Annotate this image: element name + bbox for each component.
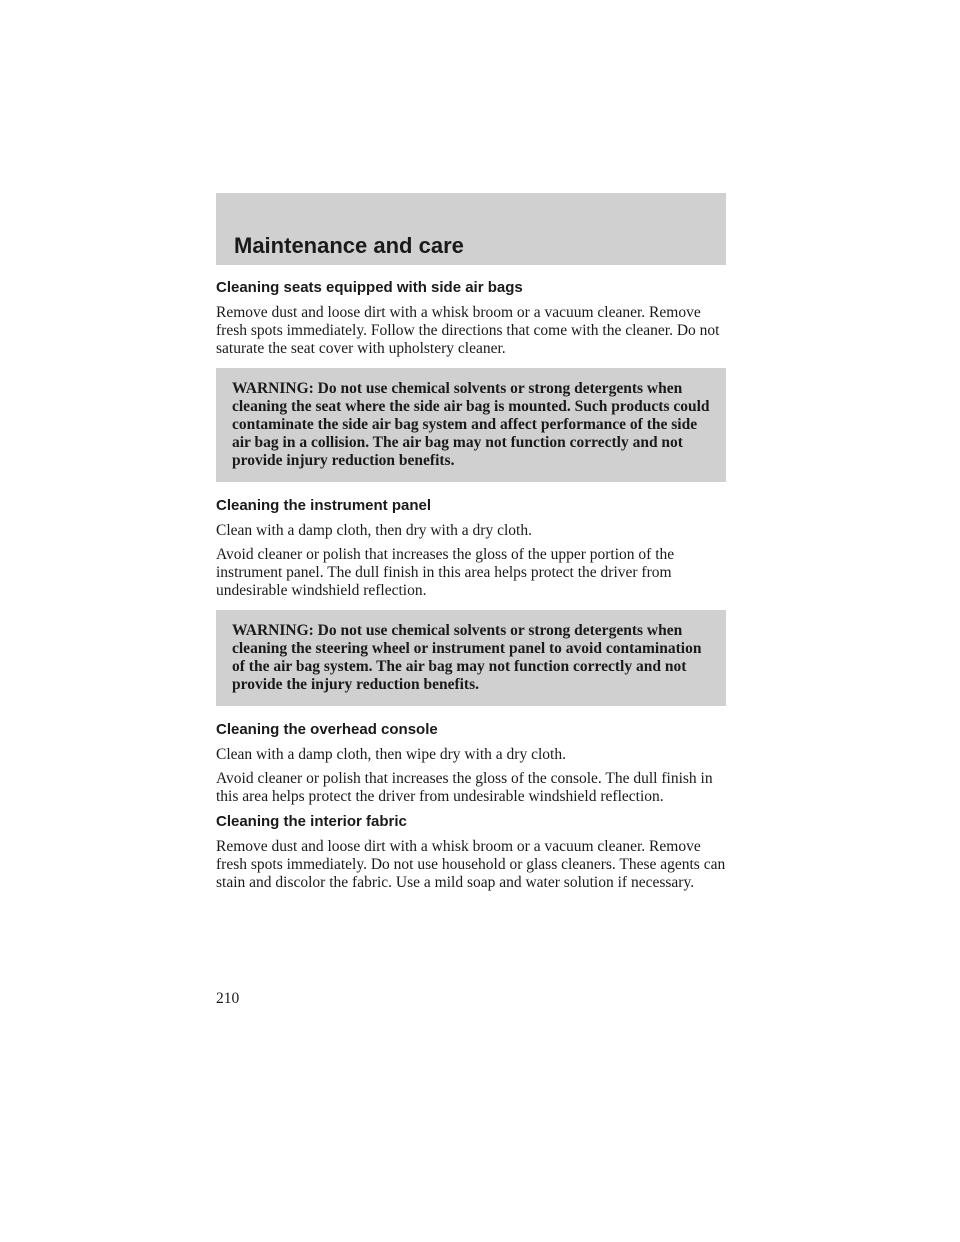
paragraph: Clean with a damp cloth, then dry with a dry cloth. [216, 522, 532, 539]
warning-box [216, 610, 726, 706]
section-heading: Cleaning seats equipped with side air bags [216, 279, 523, 296]
paragraph: Avoid cleaner or polish that increases the gloss of the upper portion of the instrument panel. The dull finish in this area helps protect the driver from undesirable windshield reflection. [216, 546, 675, 599]
paragraph: Remove dust and loose dirt with a whisk broom or a vacuum cleaner. Remove fresh spots immediately. Follow the directions that come with the cleaner. Do not saturate the seat cover with upholstery cleaner. [216, 304, 720, 357]
warning-box [216, 368, 726, 482]
section-heading: Cleaning the interior fabric [216, 813, 407, 830]
section-instrument-panel [216, 496, 726, 706]
page-content [216, 278, 726, 898]
section-header-band [216, 193, 726, 265]
paragraph: Clean with a damp cloth, then wipe dry with a dry cloth. [216, 746, 566, 763]
section-seats-side-air-bags [216, 278, 726, 482]
paragraph: Remove dust and loose dirt with a whisk broom or a vacuum cleaner. Remove fresh spots immediately. Do not use household or glass cleaners. These agents can stain and discolor the fabric. Use a mild soap and water solution if necessary. [216, 838, 726, 891]
warning-text: WARNING: Do not use chemical solvents or strong detergents when cleaning the seat where the side air bag is mounted. Such products could contaminate the side air bag system and affect performance of the side air bag in a collision. The air bag may not function correctly and not provide injury reduction benefits. [232, 380, 710, 469]
section-interior-fabric [216, 812, 726, 892]
warning-text: WARNING: Do not use chemical solvents or strong detergents when cleaning the steering wheel or instrument panel to avoid contamination of the air bag system. The air bag may not function correctly and not provide the injury reduction benefits. [232, 622, 702, 693]
paragraph: Avoid cleaner or polish that increases the gloss of the console. The dull finish in this area helps protect the driver from undesirable windshield reflection. [216, 770, 713, 805]
section-title: Maintenance and care [234, 233, 464, 258]
page-number: 210 [216, 990, 240, 1007]
section-heading: Cleaning the overhead console [216, 721, 438, 738]
section-overhead-console [216, 720, 726, 806]
section-heading: Cleaning the instrument panel [216, 497, 432, 514]
